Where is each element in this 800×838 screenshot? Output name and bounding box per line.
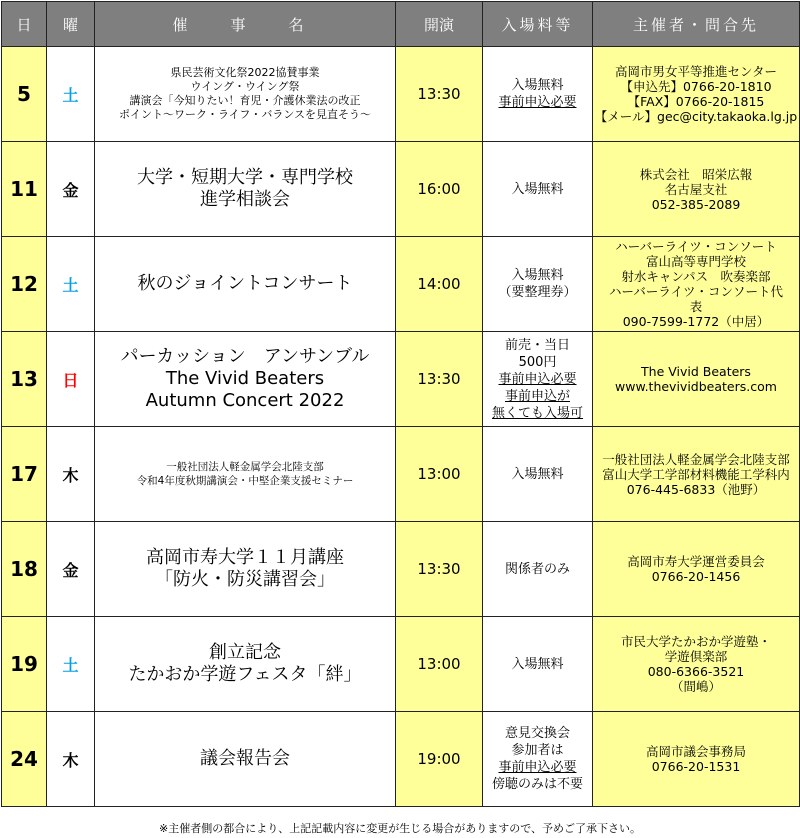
header-row xyxy=(2,2,800,47)
text-line: 入場無料 xyxy=(511,268,564,283)
event-table xyxy=(1,1,800,807)
table-row xyxy=(2,427,800,522)
text-line: ウイング・ウイング祭 xyxy=(190,80,300,93)
text-line: 富山高等専門学校 xyxy=(645,254,746,269)
organizer-cell xyxy=(593,332,800,427)
text-line: 0766-20-1456 xyxy=(651,569,741,584)
weekday-cell: 木 xyxy=(47,427,95,522)
text-line: 市民大学たかおか学遊塾・ xyxy=(620,634,771,649)
text-line: 090-7599-1772（中居） xyxy=(622,314,770,329)
header-dow: 曜 xyxy=(47,2,95,47)
text-line: たかおか学遊フェスタ「絆」 xyxy=(128,664,362,685)
header-organizer: 主催者・問合先 xyxy=(593,2,800,47)
text-line: 高岡市男女平等推進センター xyxy=(614,64,777,79)
text-line: ポイント～ワーク・ライフ・バランスを見直そう～ xyxy=(118,108,371,121)
start-time-cell: 13:30 xyxy=(396,522,483,617)
text-line: 講演会「今知りたい！育児・介護休業法の改正 xyxy=(129,94,361,107)
text-line: 傍聴のみは不要 xyxy=(491,777,583,792)
text-line: 射水キャンパス 吹奏楽部 xyxy=(621,269,771,284)
text-line: 創立記念 xyxy=(209,642,281,663)
table-row xyxy=(2,712,800,807)
header-admission: 入場料等 xyxy=(483,2,593,47)
text-line: 令和4年度秋期講演会・中堅企業支援セミナー xyxy=(136,475,354,487)
text-line: 052-385-2089 xyxy=(651,196,741,212)
header-start-time: 開演 xyxy=(396,2,483,47)
day-cell: 19 xyxy=(2,617,47,712)
start-time-cell: 13:00 xyxy=(396,617,483,712)
day-cell: 11 xyxy=(2,142,47,237)
text-line: （要整理券） xyxy=(498,285,577,300)
weekday-cell: 土 xyxy=(47,237,95,332)
weekday-cell: 土 xyxy=(47,47,95,142)
weekday-cell: 土 xyxy=(47,617,95,712)
text-line: 学遊倶楽部 xyxy=(664,649,728,664)
day-cell: 5 xyxy=(2,47,47,142)
day-cell: 24 xyxy=(2,712,47,807)
text-line: Autumn Concert 2022 xyxy=(145,390,345,411)
day-cell: 13 xyxy=(2,332,47,427)
start-time-cell: 19:00 xyxy=(396,712,483,807)
table-row xyxy=(2,332,800,427)
header-day: 日 xyxy=(2,2,47,47)
text-line: 0766-20-1531 xyxy=(651,759,741,774)
organizer-cell xyxy=(593,617,800,712)
admission-cell xyxy=(483,142,593,237)
text-line: 県民芸術文化祭2022協賛事業 xyxy=(170,66,320,79)
day-cell: 12 xyxy=(2,237,47,332)
event-name-cell xyxy=(95,427,396,522)
text-line: 入場無料 xyxy=(511,656,564,672)
text-line: 参加者は xyxy=(511,743,564,758)
admission-cell xyxy=(483,237,593,332)
text-line: 秋のジョイントコンサート xyxy=(137,273,353,294)
admission-cell xyxy=(483,47,593,142)
event-name-cell xyxy=(95,142,396,237)
text-line: 入場無料 xyxy=(511,181,564,197)
text-line: 事前申込必要 xyxy=(498,371,577,387)
admission-cell xyxy=(483,332,593,427)
text-line: 一般社団法人軽金属学会北陸支部 xyxy=(166,461,324,473)
text-line: 高岡市寿大学１１月講座 xyxy=(146,547,344,568)
table-row xyxy=(2,47,800,142)
text-line: 「防火・防災講習会」 xyxy=(155,569,335,590)
weekday-cell: 日 xyxy=(47,332,95,427)
admission-cell xyxy=(483,617,593,712)
text-line: 事前申込が xyxy=(504,388,570,404)
text-line: 大学・短期大学・専門学校 xyxy=(137,167,353,188)
table-row xyxy=(2,617,800,712)
organizer-cell xyxy=(593,427,800,522)
header-event-name: 催 事 名 xyxy=(95,2,396,47)
text-line: 富山大学工学部材料機能工学科内 xyxy=(602,466,790,482)
start-time-cell: 14:00 xyxy=(396,237,483,332)
text-line: 意見交換会 xyxy=(504,726,570,741)
footnote: ※主催者側の都合により、上記記載内容に変更が生じる場合がありますので、予めご了承下さい。 xyxy=(159,822,641,835)
text-line: 080-6366-3521 xyxy=(647,664,745,679)
text-line: 【FAX】0766-20-1815 xyxy=(627,94,765,109)
admission-cell xyxy=(483,712,593,807)
text-line: 株式会社 昭栄広報 xyxy=(639,166,753,182)
table-row xyxy=(2,142,800,237)
text-line: 【申込先】0766-20-1810 xyxy=(620,79,772,94)
table-row xyxy=(2,237,800,332)
event-name-cell xyxy=(95,522,396,617)
table-row xyxy=(2,522,800,617)
text-line: 事前申込必要 xyxy=(498,760,577,775)
text-line: 【メール】gec@city.takaoka.lg.jp xyxy=(594,109,798,124)
text-line: （間嶋） xyxy=(670,679,721,694)
text-line: 入場無料 xyxy=(511,78,564,93)
weekday-cell: 木 xyxy=(47,712,95,807)
weekday-cell: 金 xyxy=(47,522,95,617)
admission-cell xyxy=(483,522,593,617)
day-cell: 17 xyxy=(2,427,47,522)
text-line: ハーバーライツ・コンソート代 xyxy=(608,284,783,299)
text-line: 高岡市議会事務局 xyxy=(645,744,746,759)
start-time-cell: 13:30 xyxy=(396,47,483,142)
text-line: 高岡市寿大学運営委員会 xyxy=(627,554,765,569)
weekday-cell: 金 xyxy=(47,142,95,237)
text-line: 事前申込必要 xyxy=(498,95,577,110)
event-name-cell xyxy=(95,617,396,712)
text-line: 無くても入場可 xyxy=(491,405,583,421)
event-name-cell xyxy=(95,47,396,142)
event-name-cell xyxy=(95,332,396,427)
admission-cell xyxy=(483,427,593,522)
text-line: www.thevividbeaters.com xyxy=(615,379,777,394)
text-line: 前売・当日 xyxy=(504,337,570,353)
start-time-cell: 13:00 xyxy=(396,427,483,522)
text-line: 関係者のみ xyxy=(504,561,570,577)
organizer-cell xyxy=(593,712,800,807)
text-line: 名古屋支社 xyxy=(664,181,728,197)
text-line: 議会報告会 xyxy=(200,748,290,769)
start-time-cell: 16:00 xyxy=(396,142,483,237)
text-line: 500円 xyxy=(518,354,557,370)
text-line: パーカッション アンサンブル xyxy=(120,346,370,367)
text-line: ハーバーライツ・コンソート xyxy=(615,239,777,254)
text-line: The Vivid Beaters xyxy=(165,368,325,389)
organizer-cell xyxy=(593,142,800,237)
day-cell: 18 xyxy=(2,522,47,617)
text-line: 表 xyxy=(689,299,703,314)
organizer-cell xyxy=(593,237,800,332)
event-name-cell xyxy=(95,237,396,332)
event-name-cell xyxy=(95,712,396,807)
text-line: 進学相談会 xyxy=(200,189,290,210)
organizer-cell xyxy=(593,522,800,617)
text-line: 076-445-6833（池野） xyxy=(626,481,766,497)
start-time-cell: 13:30 xyxy=(396,332,483,427)
text-line: The Vivid Beaters xyxy=(641,364,751,379)
organizer-cell xyxy=(593,47,800,142)
text-line: 一般社団法人軽金属学会北陸支部 xyxy=(602,451,790,467)
text-line: 入場無料 xyxy=(511,466,564,482)
